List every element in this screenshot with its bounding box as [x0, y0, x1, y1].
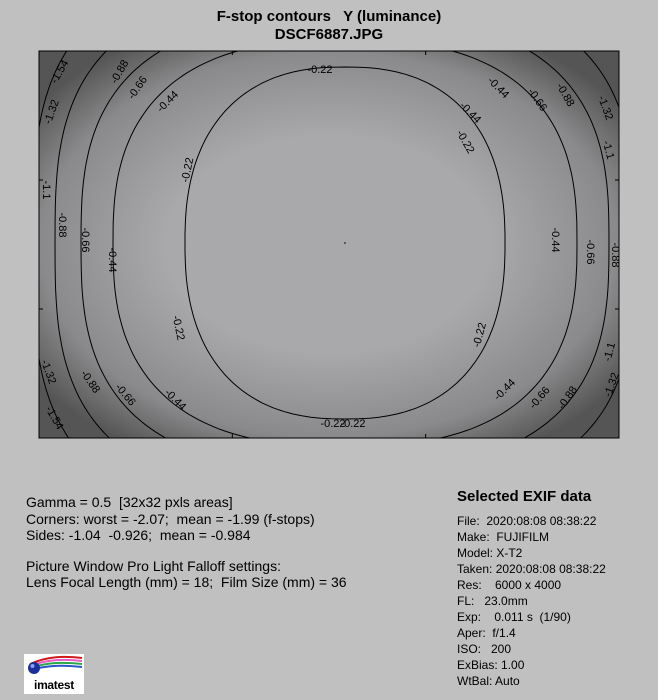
- contour-label: -0.22: [320, 417, 346, 430]
- exif-row: Res: 6000 x 4000: [457, 578, 562, 592]
- contour-label: -0.88: [56, 212, 69, 238]
- stats-block: [26, 494, 347, 591]
- contour-label: -1.32: [601, 371, 622, 399]
- contour-label: -0.22: [340, 417, 366, 430]
- chart-title: F-stop contours Y (luminance): [216, 8, 442, 25]
- contour-label: -0.66: [527, 384, 553, 412]
- contour-label: -0.22: [307, 63, 333, 76]
- contour-label: -0.44: [161, 386, 189, 414]
- contour-label: -0.88: [555, 384, 581, 412]
- exif-row: FL: 23.0mm: [457, 594, 528, 608]
- gamma-text: Gamma = 0.5 [32x32 pxls areas]: [26, 494, 233, 510]
- contour-label: -0.44: [491, 376, 519, 404]
- exif-row: Exp: 0.011 s (1/90): [457, 610, 571, 624]
- contour-label: -0.22: [169, 314, 187, 342]
- contour-label: -1.32: [595, 94, 616, 122]
- contour-label: -0.44: [484, 74, 512, 102]
- contour-label: -1.32: [38, 358, 59, 386]
- contour-label: -1.1: [40, 180, 53, 200]
- contour-label: -1.1: [601, 341, 619, 363]
- contour-label: -0.44: [106, 247, 119, 273]
- logo-label: imatest: [34, 678, 74, 692]
- contour-label: -0.88: [108, 58, 132, 86]
- chart-filename: DSCF6887.JPG: [274, 26, 384, 43]
- contour-label: -0.66: [584, 239, 597, 265]
- settings-title: Picture Window Pro Light Falloff settings:: [26, 557, 281, 574]
- contour-label: -0.66: [79, 227, 92, 253]
- contour-label: -0.44: [549, 227, 562, 253]
- contour-label: -0.22: [179, 156, 197, 184]
- contour-label: -0.44: [456, 99, 484, 127]
- settings-text: Lens Focal Length (mm) = 18; Film Size (mm) = 36: [26, 574, 347, 590]
- exif-panel: [457, 488, 606, 689]
- contour-label: -0.66: [112, 381, 138, 409]
- plot-area: [39, 51, 622, 438]
- contour-label: -0.66: [524, 86, 550, 114]
- contour-label: -0.44: [154, 88, 182, 116]
- exif-row: Make: FUJIFILM: [457, 530, 550, 544]
- contour-label: -0.22: [470, 321, 489, 349]
- contour-label: -1.1: [599, 139, 617, 161]
- exif-row: WtBal: Auto: [457, 674, 520, 688]
- exif-row: Model: X-T2: [457, 546, 523, 560]
- corners-text: Corners: worst = -2.07; mean = -1.99 (f-stops): [26, 510, 315, 527]
- contour-label: -0.88: [553, 81, 577, 109]
- contour-label: -0.88: [77, 368, 103, 396]
- contour-label: -0.88: [609, 242, 622, 268]
- contour-label: -1.54: [42, 404, 66, 432]
- exif-row: ExBias: 1.00: [457, 658, 525, 672]
- center-marker: [344, 242, 346, 244]
- exif-row: Taken: 2020:08:08 08:38:22: [457, 562, 606, 576]
- exif-title: Selected EXIF data: [457, 488, 592, 505]
- contour-label: -0.66: [125, 74, 151, 102]
- exif-row: ISO: 200: [457, 642, 512, 656]
- exif-row: Aper: f/1.4: [457, 626, 516, 640]
- contour-label: -1.32: [41, 98, 62, 126]
- exif-row: File: 2020:08:08 08:38:22: [457, 514, 597, 528]
- sides-text: Sides: -1.04 -0.926; mean = -0.984: [26, 527, 251, 543]
- contour-label: -0.22: [453, 128, 477, 156]
- contour-label: -1.54: [48, 58, 72, 86]
